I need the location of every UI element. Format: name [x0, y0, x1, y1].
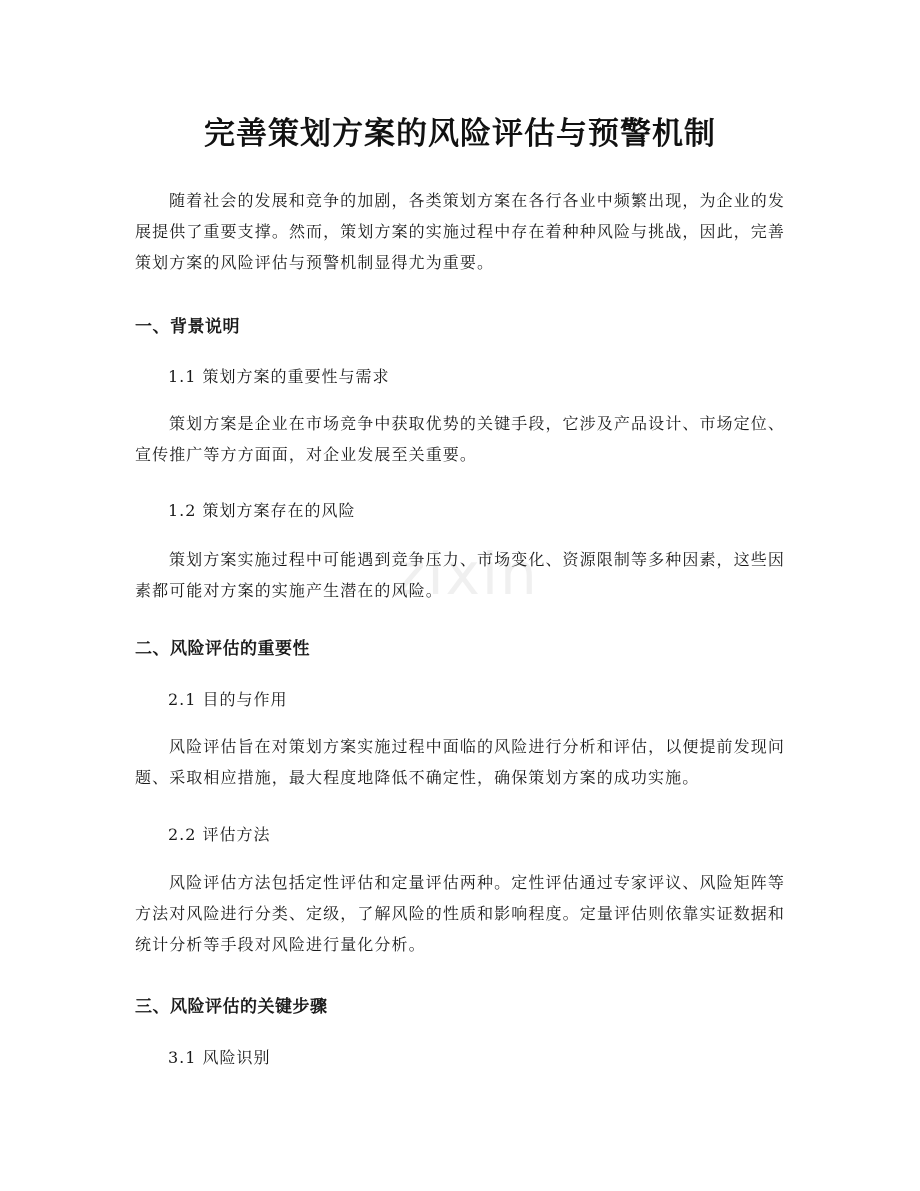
subsection-text-1-1: 策划方案是企业在市场竞争中获取优势的关键手段，它涉及产品设计、市场定位、宣传推广等方方面面，对企业发展至关重要。	[135, 414, 785, 464]
section-heading-2: 二、风险评估的重要性	[135, 639, 310, 659]
intro-paragraph: 随着社会的发展和竞争的加剧，各类策划方案在各行各业中频繁出现，为企业的发展提供了重要支撑。然而，策划方案的实施过程中存在着种种风险与挑战，因此，完善策划方案的风险评估与预警机制显得尤为重要。	[135, 191, 785, 272]
subsection-text-2-2: 风险评估方法包括定性评估和定量评估两种。定性评估通过专家评议、风险矩阵等方法对风险进行分类、定级，了解风险的性质和影响程度。定量评估则依靠实证数据和统计分析等手段对风险进行量化分析。	[135, 873, 785, 954]
subsection-heading-1-1: 1.1 策划方案的重要性与需求	[168, 367, 390, 386]
subsection-heading-3-1: 3.1 风险识别	[168, 1048, 271, 1067]
watermark: zixin	[395, 540, 539, 608]
subsection-text-1-2: 策划方案实施过程中可能遇到竞争压力、市场变化、资源限制等多种因素，这些因素都可能对方案的实施产生潜在的风险。	[135, 550, 785, 600]
document-title: 完善策划方案的风险评估与预警机制	[204, 116, 716, 152]
subsection-heading-2-2: 2.2 评估方法	[168, 825, 271, 844]
subsection-heading-2-1: 2.1 目的与作用	[168, 690, 288, 709]
section-heading-3: 三、风险评估的关键步骤	[135, 997, 328, 1017]
subsection-text-2-1: 风险评估旨在对策划方案实施过程中面临的风险进行分析和评估，以便提前发现问题、采取相应措施，最大程度地降低不确定性，确保策划方案的成功实施。	[135, 737, 785, 787]
subsection-heading-1-2: 1.2 策划方案存在的风险	[168, 501, 356, 520]
section-heading-1: 一、背景说明	[135, 317, 240, 337]
